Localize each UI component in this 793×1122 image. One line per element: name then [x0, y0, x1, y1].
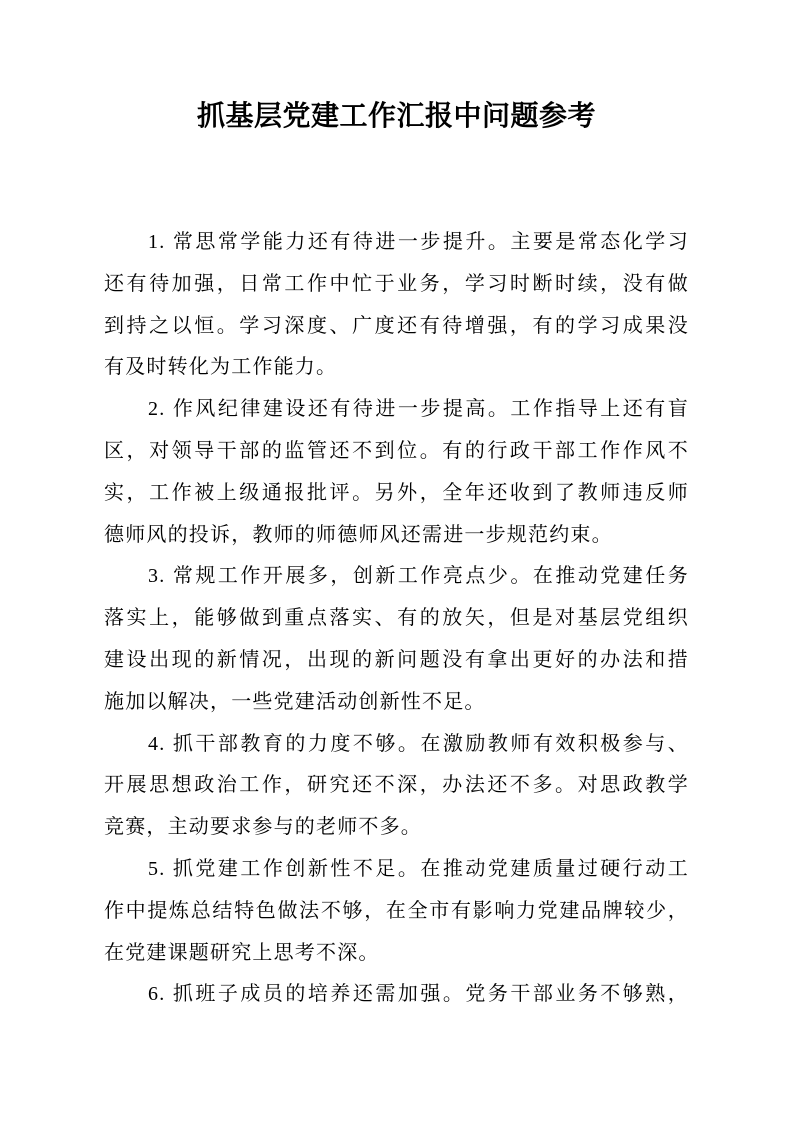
text-line: 建设出现的新情况，出现的新问题没有拿出更好的办法和措 — [104, 648, 689, 671]
text-line: 2. 作风纪律建设还有待进一步提高。工作指导上还有盲 — [148, 398, 689, 421]
paragraph-4 — [104, 724, 689, 849]
document-body — [104, 222, 689, 1016]
text-line: 作中提炼总结特色做法不够，在全市有影响力党建品牌较少， — [104, 899, 689, 922]
paragraph-5 — [104, 849, 689, 974]
text-line: 5. 抓党建工作创新性不足。在推动党建质量过硬行动工 — [148, 857, 689, 880]
document-title: 抓基层党建工作汇报中问题参考 — [196, 101, 596, 132]
text-line: 在党建课题研究上思考不深。 — [104, 941, 380, 964]
text-line: 6. 抓班子成员的培养还需加强。党务干部业务不够熟， — [148, 983, 689, 1006]
text-line: 到持之以恒。学习深度、广度还有待增强，有的学习成果没 — [104, 314, 689, 337]
text-line: 有及时转化为工作能力。 — [104, 356, 338, 379]
text-line: 德师风的投诉，教师的师德师风还需进一步规范约束。 — [104, 523, 613, 546]
text-line: 落实上，能够做到重点落实、有的放矢，但是对基层党组织 — [104, 607, 689, 630]
paragraph-6 — [104, 974, 689, 1016]
paragraph-3 — [104, 556, 689, 723]
text-line: 竞赛，主动要求参与的老师不多。 — [104, 816, 422, 839]
text-line: 3. 常规工作开展多，创新工作亮点少。在推动党建任务 — [148, 565, 689, 588]
paragraph-1 — [104, 222, 689, 389]
text-line: 区，对领导干部的监管还不到位。有的行政干部工作作风不 — [104, 439, 689, 462]
text-line: 4. 抓干部教育的力度不够。在激励教师有效积极参与、 — [148, 732, 689, 755]
text-line: 还有待加强，日常工作中忙于业务，学习时断时续，没有做 — [104, 272, 689, 295]
text-line: 1. 常思常学能力还有待进一步提升。主要是常态化学习 — [148, 231, 689, 253]
paragraph-2 — [104, 389, 689, 556]
text-line: 施加以解决，一些党建活动创新性不足。 — [104, 690, 486, 713]
text-line: 开展思想政治工作，研究还不深，办法还不多。对思政教学 — [104, 774, 689, 797]
text-line: 实，工作被上级通报批评。另外，全年还收到了教师违反师 — [104, 481, 689, 504]
